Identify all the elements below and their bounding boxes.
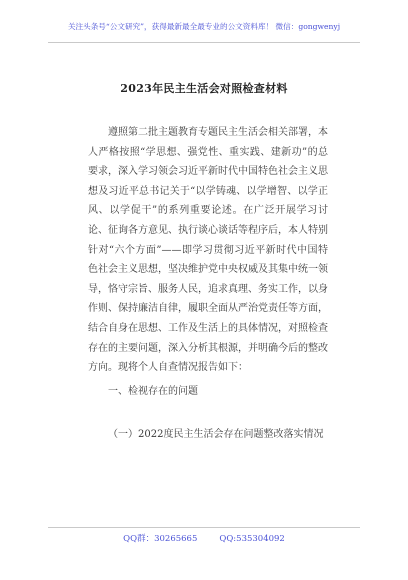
footer-divider: [48, 527, 360, 528]
header-divider: [48, 42, 360, 43]
footer-qq: QQ:535304092: [219, 534, 285, 544]
footer-qq-group: QQ群：30265665: [123, 534, 198, 544]
footer-contacts: [0, 533, 408, 545]
section-heading: 一、检视存在的问题: [108, 386, 198, 397]
body-paragraph: 遵照第二批主题教育专题民主生活会相关部署，本人严格按照“学思想、强党性、重实践、建新功”的总要求，深入学习领会习近平新时代中国特色社会主义思想及习近平总书记关于“以学铸魂、以学增智、以学正风、以学促干”的系列重要论述。在广泛开展学习讨论、征询各方意见、执行谈心谈话等程序后，本人特别针对“六个方面”——即学习贯彻习近平新时代中国特色社会主义思想，坚决维护党中央权威及其集中统一领导，恪守宗旨、服务人民，追求真理、务实工作，以身作则、保持廉洁自律，履职全面从严治党责任等方面，结合自身在思想、工作及生活上的具体情况，对照检查存在的主要问题，深入分析其根源，并明确今后的整改方向。现将个人自查情况报告如下：: [88, 127, 328, 374]
document-body: [88, 123, 328, 378]
header-banner: 关注头条号“公文研究”，获得最新最全最专业的公文资料库！ 微信：gongwenyj: [67, 22, 341, 31]
sub-heading: （一）2022度民主生活会存在问题整改落实情况: [108, 429, 324, 440]
document-title: 2023年民主生活会对照检查材料: [120, 82, 288, 95]
